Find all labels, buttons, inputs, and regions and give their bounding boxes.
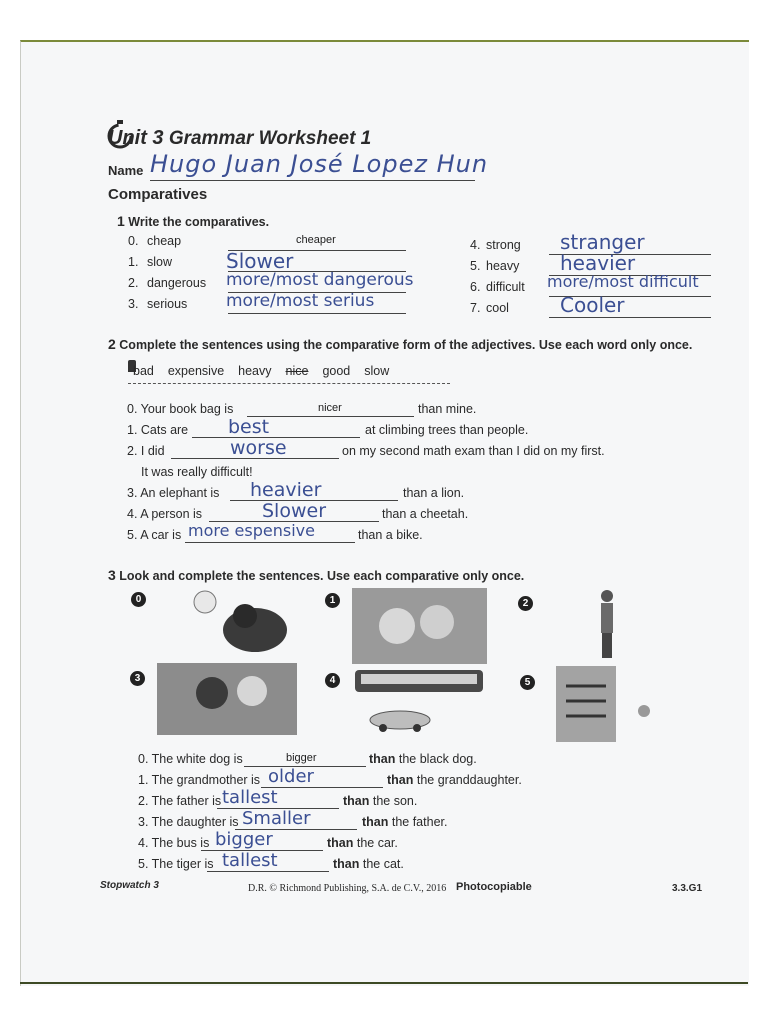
- ex3-sentence-start: 1. The grandmother is: [138, 773, 261, 787]
- ex1-answer-line: [549, 317, 711, 318]
- word-box-item: nice: [285, 364, 309, 378]
- ex2-sentence-end: than mine.: [418, 402, 477, 416]
- word-box-underline: [128, 383, 450, 384]
- name-line: [150, 180, 475, 181]
- ex1-item-word: serious: [147, 297, 188, 311]
- word-box-item: heavy: [238, 364, 272, 378]
- ex1-item-number: 4.: [470, 238, 481, 252]
- ex3-answer[interactable]: tallest: [222, 787, 278, 808]
- name-field[interactable]: Hugo Juan José Lopez Hun: [150, 150, 489, 178]
- ex2-answer[interactable]: Slower: [262, 500, 327, 522]
- ex2-sentence-end: than a cheetah.: [382, 507, 469, 521]
- ex2-sentence-start: 4. A person is: [127, 507, 203, 521]
- ex3-sentence-start: 3. The daughter is: [138, 815, 239, 829]
- ex1-item-number: 7.: [470, 301, 481, 315]
- ex1-answer[interactable]: Cooler: [560, 293, 625, 317]
- section-title: Comparatives: [108, 186, 208, 203]
- ex2-answer[interactable]: worse: [230, 437, 287, 459]
- ex2-answer-line: [185, 542, 355, 543]
- ex1-item-word: dangerous: [147, 276, 207, 290]
- worksheet-title: [108, 127, 371, 150]
- picture-number-1: 1: [325, 593, 340, 608]
- exercise-1-number: 1: [117, 213, 125, 229]
- exercise-1-heading: [117, 213, 269, 229]
- ex1-item-word: difficult: [486, 280, 525, 294]
- ex2-sentence-end: on my second math exam than I did on my first.: [342, 444, 605, 458]
- grandmother-granddaughter-picture: [352, 588, 487, 664]
- word-box: [133, 364, 403, 378]
- ex3-sentence-end: than the black dog.: [369, 752, 477, 766]
- picture-number-2: 2: [518, 596, 533, 611]
- bus-car-picture: [355, 668, 485, 738]
- ex3-sentence-start: 5. The tiger is: [138, 857, 214, 871]
- ex2-answer[interactable]: more espensive: [188, 521, 315, 540]
- ex1-item-number: 2.: [128, 276, 139, 290]
- ex1-item-number: 3.: [128, 297, 139, 311]
- footer-brand: Stopwatch 3: [100, 880, 159, 891]
- ex2-sentence-end: at climbing trees than people.: [365, 423, 529, 437]
- ex3-answer-line: [207, 871, 329, 872]
- ex3-sentence-end: than the son.: [343, 794, 418, 808]
- ex1-answer[interactable]: cheaper: [296, 234, 336, 246]
- ex1-answer[interactable]: Slower: [226, 249, 294, 273]
- ex1-answer[interactable]: more/most difficult: [547, 272, 699, 291]
- picture-number-3: 3: [130, 671, 145, 686]
- ex1-answer[interactable]: more/most serius: [226, 291, 375, 311]
- exercise-2-heading: [108, 336, 692, 352]
- ex2-answer-line: [247, 416, 414, 417]
- word-box-item: bad: [133, 364, 154, 378]
- exercise-3-heading: [108, 567, 524, 583]
- footer-photocopiable: Photocopiable: [456, 881, 532, 893]
- ex3-answer[interactable]: older: [268, 766, 314, 787]
- word-box-item: expensive: [167, 364, 225, 378]
- ex1-item-word: cool: [486, 301, 509, 315]
- ex1-item-word: strong: [486, 238, 521, 252]
- ex2-answer[interactable]: nicer: [318, 402, 342, 414]
- ex2-sentence-continuation: It was really difficult!: [141, 465, 253, 479]
- ex2-sentence-end: than a lion.: [403, 486, 465, 500]
- ex2-sentence-end: than a bike.: [358, 528, 423, 542]
- ex1-answer[interactable]: heavier: [560, 251, 636, 275]
- daughter-father-picture: [157, 663, 297, 735]
- title-label: Grammar Worksheet 1: [168, 128, 372, 149]
- ex3-sentence-start: 0. The white dog is: [138, 752, 243, 766]
- ex2-answer[interactable]: heavier: [250, 479, 322, 501]
- ex3-answer[interactable]: Smaller: [242, 808, 311, 829]
- exercise-3-instruction: Look and complete the sentences. Use each comparative only once.: [119, 569, 525, 583]
- ex1-answer-line: [228, 313, 406, 314]
- ex3-sentence-end: than the granddaughter.: [387, 773, 522, 787]
- exercise-2-instruction: Complete the sentences using the comparative form of the adjectives. Use each word only once.: [119, 338, 693, 352]
- word-box-item: slow: [364, 364, 390, 378]
- ex2-sentence-start: 3. An elephant is: [127, 486, 220, 500]
- footer-copyright: D.R. © Richmond Publishing, S.A. de C.V., 2016: [248, 883, 447, 894]
- exercise-3-number: 3: [108, 567, 116, 583]
- exercise-2-number: 2: [108, 336, 116, 352]
- ex2-answer[interactable]: best: [228, 416, 270, 438]
- ex1-item-word: slow: [147, 255, 173, 269]
- ex2-sentence-start: 5. A car is: [127, 528, 182, 542]
- ex3-sentence-end: than the car.: [327, 836, 398, 850]
- ex3-sentence-start: 2. The father is: [138, 794, 222, 808]
- exercise-1-instruction: Write the comparatives.: [128, 215, 270, 229]
- ex1-item-number: 0.: [128, 234, 139, 248]
- tiger-cat-picture: [556, 666, 656, 742]
- picture-number-4: 4: [325, 673, 340, 688]
- dogs-picture: [185, 588, 295, 658]
- ex3-sentence-end: than the father.: [362, 815, 448, 829]
- ex3-answer[interactable]: tallest: [222, 850, 278, 871]
- ex3-sentence-start: 4. The bus is: [138, 836, 210, 850]
- ex3-sentence-end: than the cat.: [333, 857, 404, 871]
- page-bottom-edge: [20, 982, 748, 984]
- name-label: Name: [108, 163, 144, 178]
- ex1-item-number: 6.: [470, 280, 481, 294]
- ex3-answer-line: [261, 787, 383, 788]
- ex2-sentence-start: 1. Cats are: [127, 423, 189, 437]
- ex3-answer[interactable]: bigger: [215, 829, 273, 850]
- ex2-sentence-start: 0. Your book bag is: [127, 402, 234, 416]
- word-box-item: good: [322, 364, 351, 378]
- ex1-item-number: 5.: [470, 259, 481, 273]
- ex1-item-word: heavy: [486, 259, 520, 273]
- unit-label: Unit 3: [108, 127, 164, 149]
- footer-code: 3.3.G1: [672, 883, 703, 894]
- ex1-answer[interactable]: stranger: [560, 230, 645, 254]
- ex3-answer[interactable]: bigger: [286, 752, 317, 764]
- ex1-item-word: cheap: [147, 234, 182, 248]
- picture-number-5: 5: [520, 675, 535, 690]
- picture-number-0: 0: [131, 592, 146, 607]
- ex1-answer[interactable]: more/most dangerous: [226, 270, 414, 290]
- ex2-sentence-start: 2. I did: [127, 444, 165, 458]
- ex1-item-number: 1.: [128, 255, 139, 269]
- father-son-picture: [595, 588, 621, 660]
